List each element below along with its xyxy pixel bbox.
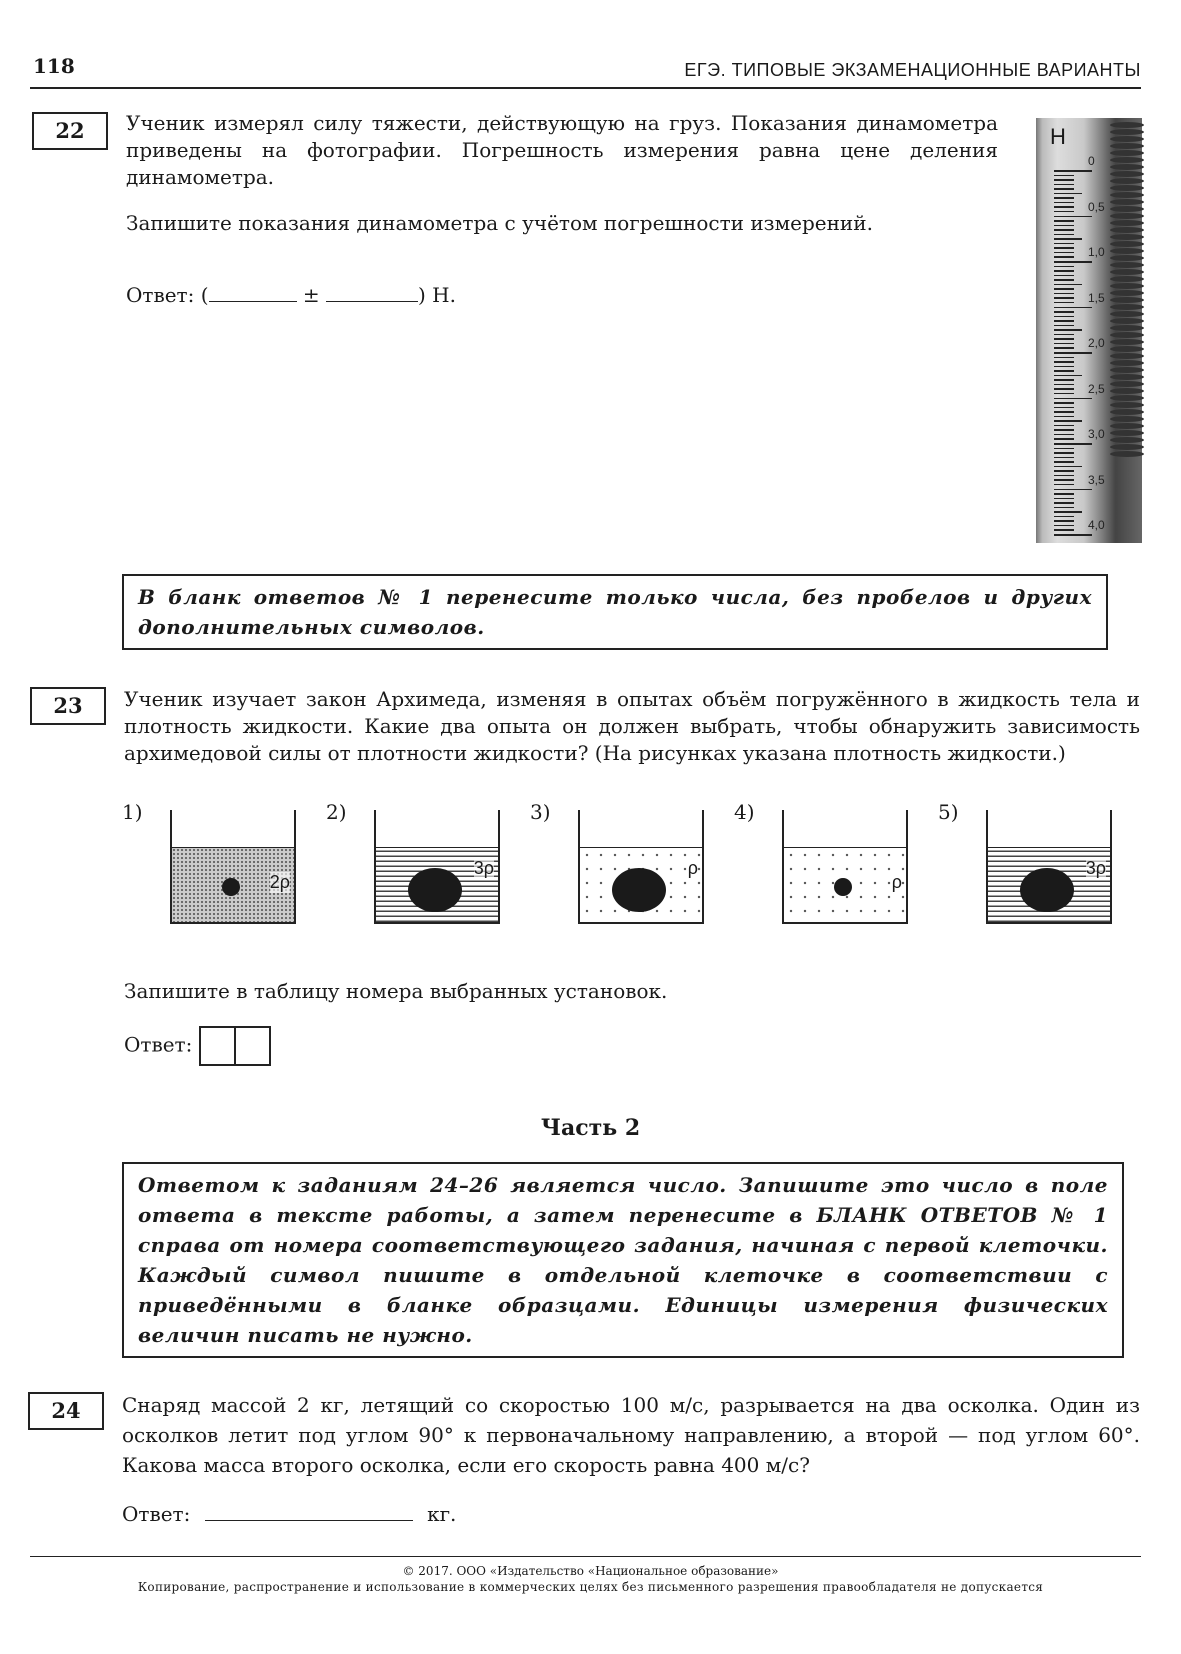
experiment-figure-5	[938, 800, 1106, 930]
scale-tick	[1054, 452, 1074, 454]
question-23-instruction: Запишите в таблицу номера выбранных установок.	[124, 979, 668, 1003]
scale-tick	[1054, 484, 1074, 486]
scale-tick	[1054, 320, 1074, 322]
spring-coil	[1110, 241, 1144, 247]
scale-label: 3,0	[1088, 427, 1105, 441]
spring-coil	[1110, 451, 1144, 457]
running-header: ЕГЭ. ТИПОВЫЕ ЭКЗАМЕНАЦИОННЫЕ ВАРИАНТЫ	[684, 60, 1141, 80]
scale-tick	[1054, 525, 1074, 527]
spring-coil	[1110, 311, 1144, 317]
scale-tick	[1054, 475, 1074, 477]
answer-value-field[interactable]	[209, 281, 297, 302]
scale-tick	[1054, 175, 1074, 177]
scale-tick	[1054, 347, 1074, 349]
scale-tick	[1054, 293, 1074, 295]
submerged-body	[1020, 868, 1074, 912]
paren-open: (	[200, 283, 209, 307]
scale-tick	[1054, 516, 1074, 518]
page-number: 118	[33, 54, 75, 78]
scale-tick	[1054, 457, 1074, 459]
scale-tick	[1054, 398, 1092, 400]
scale-tick	[1054, 206, 1074, 208]
scale-tick	[1054, 466, 1082, 468]
spring-coil	[1110, 213, 1144, 219]
footer-copyright: © 2017. ООО «Издательство «Национальное образование»	[402, 1564, 779, 1578]
spring-coil	[1110, 409, 1144, 415]
spring-coil	[1110, 269, 1144, 275]
scale-tick	[1054, 384, 1074, 386]
beaker	[578, 810, 704, 924]
scale-tick	[1054, 434, 1074, 436]
scale-tick	[1054, 416, 1074, 418]
scale-tick	[1054, 211, 1074, 213]
spring-coil	[1110, 339, 1144, 345]
scale-tick	[1054, 498, 1074, 500]
experiment-figure-1	[122, 800, 290, 930]
spring-coil	[1110, 122, 1144, 128]
scale-tick	[1054, 411, 1074, 413]
spring-coil	[1110, 143, 1144, 149]
spring-coil	[1110, 395, 1144, 401]
scale-label: 3,5	[1088, 472, 1105, 487]
spring-coil	[1110, 255, 1144, 261]
question-number-23: 23	[30, 687, 106, 725]
spring-coil	[1110, 297, 1144, 303]
figure-label: 4)	[734, 800, 755, 824]
spring-coil	[1110, 430, 1144, 436]
experiment-figure-2	[326, 800, 494, 930]
spring-coil	[1110, 157, 1144, 163]
scale-tick	[1054, 388, 1074, 390]
figure-label: 5)	[938, 800, 959, 824]
scale-label: 0,5	[1088, 199, 1105, 214]
spring-coil	[1110, 346, 1144, 352]
scale-tick	[1054, 288, 1074, 290]
spring-coil	[1110, 325, 1144, 331]
scale-tick	[1054, 261, 1092, 263]
spring-coil	[1110, 199, 1144, 205]
plus-minus: ±	[302, 283, 320, 307]
instruction-note-answer-sheet: В бланк ответов № 1 перенесите только числа, без пробелов и других дополнительных символов.	[122, 574, 1108, 650]
scale-label: 1,5	[1088, 290, 1105, 305]
question-number-22: 22	[32, 112, 108, 150]
answer-field[interactable]	[205, 1500, 413, 1521]
submerged-body	[834, 878, 852, 896]
question-number-24: 24	[28, 1392, 104, 1430]
scale-tick	[1054, 334, 1074, 336]
spring-coil	[1110, 318, 1144, 324]
answer-unit: кг.	[427, 1502, 457, 1526]
footer-rule	[30, 1556, 1141, 1557]
spring-coil	[1110, 234, 1144, 240]
part-2-heading: Часть 2	[540, 1115, 641, 1141]
spring-coil	[1110, 136, 1144, 142]
scale-tick	[1054, 357, 1074, 359]
spring-coil	[1110, 150, 1144, 156]
liquid	[784, 847, 906, 922]
spring-coil	[1110, 227, 1144, 233]
spring-coil	[1110, 416, 1144, 422]
spring-coil	[1110, 437, 1144, 443]
scale-tick	[1054, 375, 1082, 377]
footer-notice: Копирование, распространение и использование в коммерческих целях без письменного разрешения правообладателя не допускается	[137, 1580, 1044, 1594]
scale-tick	[1054, 238, 1082, 240]
spring-coil	[1110, 185, 1144, 191]
scale-tick	[1054, 275, 1074, 277]
scale-tick	[1054, 316, 1074, 318]
scale-label: 4,0	[1088, 518, 1105, 532]
scale-tick	[1054, 302, 1074, 304]
scale-tick	[1054, 529, 1074, 531]
spring-coil	[1110, 367, 1144, 373]
question-22-answer	[126, 281, 456, 309]
spring-coil	[1110, 171, 1144, 177]
scale-tick	[1054, 352, 1092, 354]
scale-tick	[1054, 193, 1082, 195]
spring-coil	[1110, 248, 1144, 254]
spring-coil	[1110, 220, 1144, 226]
submerged-body	[408, 868, 462, 912]
scale-tick	[1054, 338, 1074, 340]
submerged-body	[222, 878, 240, 896]
scale-tick	[1054, 216, 1092, 218]
experiment-figure-4	[734, 800, 902, 930]
scale-tick	[1054, 325, 1074, 327]
spring-coil	[1110, 283, 1144, 289]
spring-coil	[1110, 353, 1144, 359]
density-label: 3ρ	[1085, 858, 1106, 878]
figure-label: 2)	[326, 800, 347, 824]
scale-tick	[1054, 220, 1074, 222]
part-2-instruction-note: Ответом к заданиям 24–26 является число. Запишите это число в поле ответа в тексте работы, а затем перенесите в БЛАНК ОТВЕТОВ № 1 справа от номера соответствующего задания, начиная с первой клеточки. Каждый символ пишите в отдельной клеточке в соответствии с приведёнными в бланке образцами. Единицы измерения физических величин писать не нужно.	[122, 1162, 1124, 1358]
density-label: ρ	[687, 858, 698, 878]
scale-tick	[1054, 425, 1074, 427]
spring-coil	[1110, 192, 1144, 198]
scale-tick	[1054, 502, 1074, 504]
scale-tick	[1054, 534, 1092, 536]
scale-tick	[1054, 256, 1074, 258]
spring-coil	[1110, 360, 1144, 366]
spring-coil	[1110, 381, 1144, 387]
scale-tick	[1054, 229, 1074, 231]
scale-tick	[1054, 225, 1074, 227]
scale-tick	[1054, 197, 1074, 199]
spring-coil	[1110, 276, 1144, 282]
scale-label: 1,0	[1088, 245, 1105, 259]
question-23-text: Ученик изучает закон Архимеда, изменяя в опытах объём погружённого в жидкость тела и плотность жидкости. Какие два опыта он должен выбрать, чтобы обнаружить зависимость архимедовой силы от плотности жидкости? (На рисунках указана плотность жидкости.)	[124, 687, 1140, 765]
dynamometer-photo	[1036, 118, 1142, 543]
scale-tick	[1054, 184, 1074, 186]
answer-label: Ответ:	[126, 283, 195, 307]
answer-label: Ответ:	[122, 1502, 191, 1526]
scale-tick	[1054, 188, 1074, 190]
spring-coil	[1110, 129, 1144, 135]
spring-coil	[1110, 388, 1144, 394]
scale-tick	[1054, 402, 1074, 404]
question-24-text: Снаряд массой 2 кг, летящий со скоростью 100 м/с, разрывается на два осколка. Один из осколков летит под углом 90° к первоначальному направлению, а второй — под углом 60°. Какова масса второго осколка, если его скорость равна 400 м/с?	[122, 1393, 1140, 1477]
answer-label: Ответ:	[124, 1032, 193, 1057]
scale-tick	[1054, 202, 1074, 204]
spring-coil	[1110, 290, 1144, 296]
scale-tick	[1054, 489, 1092, 491]
spring-coil	[1110, 178, 1144, 184]
unit-label: Н	[1050, 124, 1066, 149]
scale-tick	[1054, 179, 1074, 181]
header-rule	[30, 87, 1141, 89]
answer-cell-2[interactable]	[236, 1026, 271, 1066]
question-24-answer	[122, 1500, 456, 1528]
scale-tick	[1054, 307, 1092, 309]
scale-tick	[1054, 470, 1074, 472]
beaker	[782, 810, 908, 924]
liquid	[376, 847, 498, 922]
scale-tick	[1054, 243, 1074, 245]
liquid	[580, 847, 702, 922]
spring-coil	[1110, 374, 1144, 380]
spring-coil	[1110, 402, 1144, 408]
scale-label: 2,0	[1088, 336, 1105, 350]
beaker	[170, 810, 296, 924]
scale-label: 2,5	[1088, 381, 1105, 396]
scale-tick	[1054, 361, 1074, 363]
answer-error-field[interactable]	[326, 281, 418, 302]
submerged-body	[612, 868, 666, 912]
scale-tick	[1054, 438, 1074, 440]
scale-tick	[1054, 448, 1074, 450]
spring-coil	[1110, 206, 1144, 212]
scale-tick	[1054, 379, 1074, 381]
scale-tick	[1054, 443, 1092, 445]
experiment-figure-3	[530, 800, 698, 930]
scale-tick	[1054, 429, 1074, 431]
scale-tick	[1054, 266, 1074, 268]
density-label: ρ	[891, 872, 902, 892]
scale-tick	[1054, 507, 1074, 509]
question-22-instruction: Запишите показания динамометра с учётом погрешности измерений.	[126, 211, 873, 235]
beaker	[374, 810, 500, 924]
scale-tick	[1054, 479, 1074, 481]
scale-tick	[1054, 407, 1074, 409]
scale-tick	[1054, 311, 1074, 313]
scale-tick	[1054, 461, 1074, 463]
figure-label: 3)	[530, 800, 551, 824]
scale-tick	[1054, 247, 1074, 249]
scale-tick	[1054, 279, 1074, 281]
spring-coil	[1110, 262, 1144, 268]
scale-tick	[1054, 284, 1082, 286]
scale-tick	[1054, 343, 1074, 345]
scale-tick	[1054, 420, 1082, 422]
scale-tick	[1054, 297, 1074, 299]
answer-cell-1[interactable]	[199, 1026, 236, 1066]
spring-coil	[1110, 164, 1144, 170]
question-22-text: Ученик измерял силу тяжести, действующую на груз. Показания динамометра приведены на фотографии. Погрешность измерения равна цене деления динамометра.	[126, 111, 998, 189]
scale-tick	[1054, 493, 1074, 495]
liquid	[988, 847, 1110, 922]
scale-tick	[1054, 234, 1074, 236]
scale-tick	[1054, 170, 1092, 172]
paren-close-unit: ) Н.	[418, 283, 456, 307]
scale-tick	[1054, 520, 1074, 522]
spring-coil	[1110, 332, 1144, 338]
spring-coil	[1110, 444, 1144, 450]
scale-tick	[1054, 252, 1074, 254]
scale-tick	[1054, 393, 1074, 395]
spring-coil	[1110, 304, 1144, 310]
density-label: 2ρ	[269, 872, 290, 892]
scale-tick	[1054, 511, 1082, 513]
question-23-answer	[124, 1026, 271, 1066]
density-label: 3ρ	[473, 858, 494, 878]
scale-tick	[1054, 366, 1074, 368]
scale-tick	[1054, 270, 1074, 272]
scale-tick	[1054, 370, 1074, 372]
beaker	[986, 810, 1112, 924]
scale-tick	[1054, 329, 1082, 331]
liquid	[172, 847, 294, 922]
spring-coil	[1110, 423, 1144, 429]
scale-label: 0	[1088, 154, 1095, 168]
figure-label: 1)	[122, 800, 143, 824]
